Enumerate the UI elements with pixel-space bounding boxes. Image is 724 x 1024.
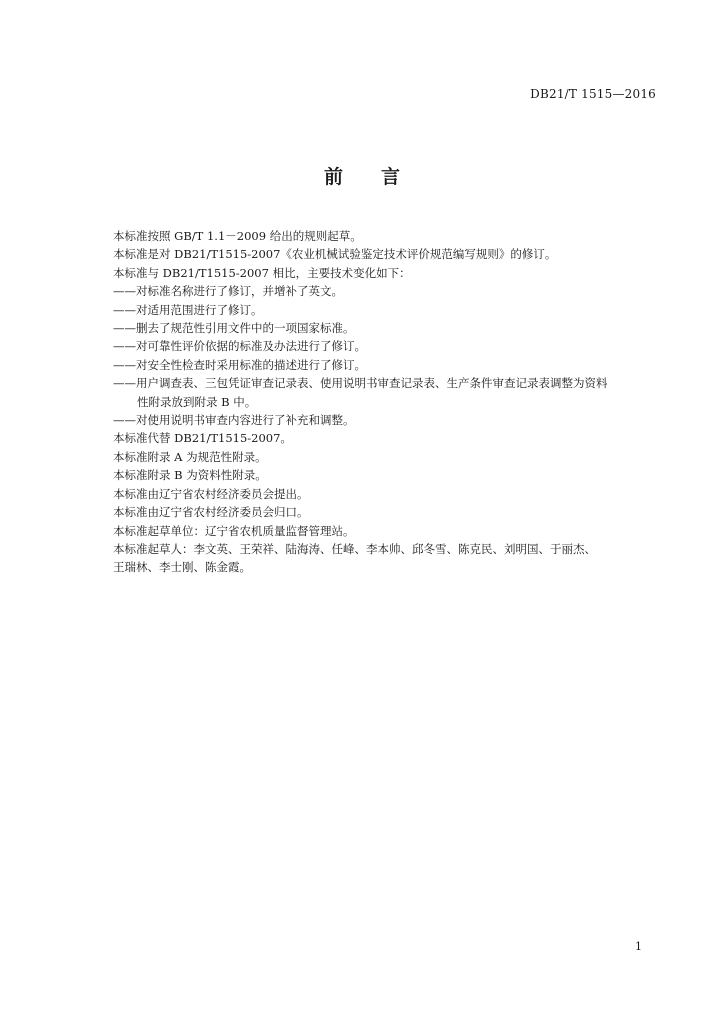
change-item-references: ——删去了规范性引用文件中的一项国家标准。	[113, 321, 355, 336]
change-item-appendix-tables-continued: 性附录放到附录 B 中。	[137, 394, 257, 409]
standard-code: DB21/T 1515—2016	[530, 87, 656, 101]
paragraph-drafting-unit: 本标准起草单位：辽宁省农机质量监督管理站。	[113, 523, 355, 538]
paragraph-proposed-by: 本标准由辽宁省农村经济委员会提出。	[113, 486, 309, 501]
change-item-title: ——对标准名称进行了修订，并增补了英文。	[113, 284, 343, 299]
paragraph-drafters-continued: 王瑞林、李士刚、陈金霞。	[113, 560, 251, 575]
page-number: 1	[635, 940, 642, 953]
paragraph-drafters: 本标准起草人：李文英、王荣祥、陆海涛、任峰、李本帅、邱冬雪、陈克民、刘明国、于丽杰、	[113, 541, 596, 556]
paragraph-appendix-b: 本标准附录 B 为资料性附录。	[113, 468, 267, 483]
foreword-body	[113, 227, 659, 577]
paragraph-replaces: 本标准代替 DB21/T1515-2007。	[113, 431, 292, 446]
paragraph-drafting-rules: 本标准按照 GB/T 1.1－2009 给出的规则起草。	[113, 229, 362, 243]
paragraph-appendix-a: 本标准附录 A 为规范性附录。	[113, 449, 267, 464]
change-item-scope: ——对适用范围进行了修订。	[113, 302, 263, 317]
change-item-safety: ——对安全性检查时采用标准的描述进行了修订。	[113, 357, 366, 372]
change-item-manual-review: ——对使用说明书审查内容进行了补充和调整。	[113, 413, 355, 428]
paragraph-main-changes: 本标准与 DB21/T1515-2007 相比，主要技术变化如下：	[113, 265, 411, 280]
change-item-reliability: ——对可靠性评价依据的标准及办法进行了修订。	[113, 339, 366, 354]
page-title: 前言	[323, 166, 438, 188]
paragraph-administered-by: 本标准由辽宁省农村经济委员会归口。	[113, 505, 309, 520]
change-item-appendix-tables: ——用户调查表、三包凭证审查记录表、使用说明书审查记录表、生产条件审查记录表调整为资料	[113, 376, 608, 391]
paragraph-revision-of: 本标准是对 DB21/T1515-2007《农业机械试验鉴定技术评价规范编写规则》的修订。	[113, 247, 557, 262]
